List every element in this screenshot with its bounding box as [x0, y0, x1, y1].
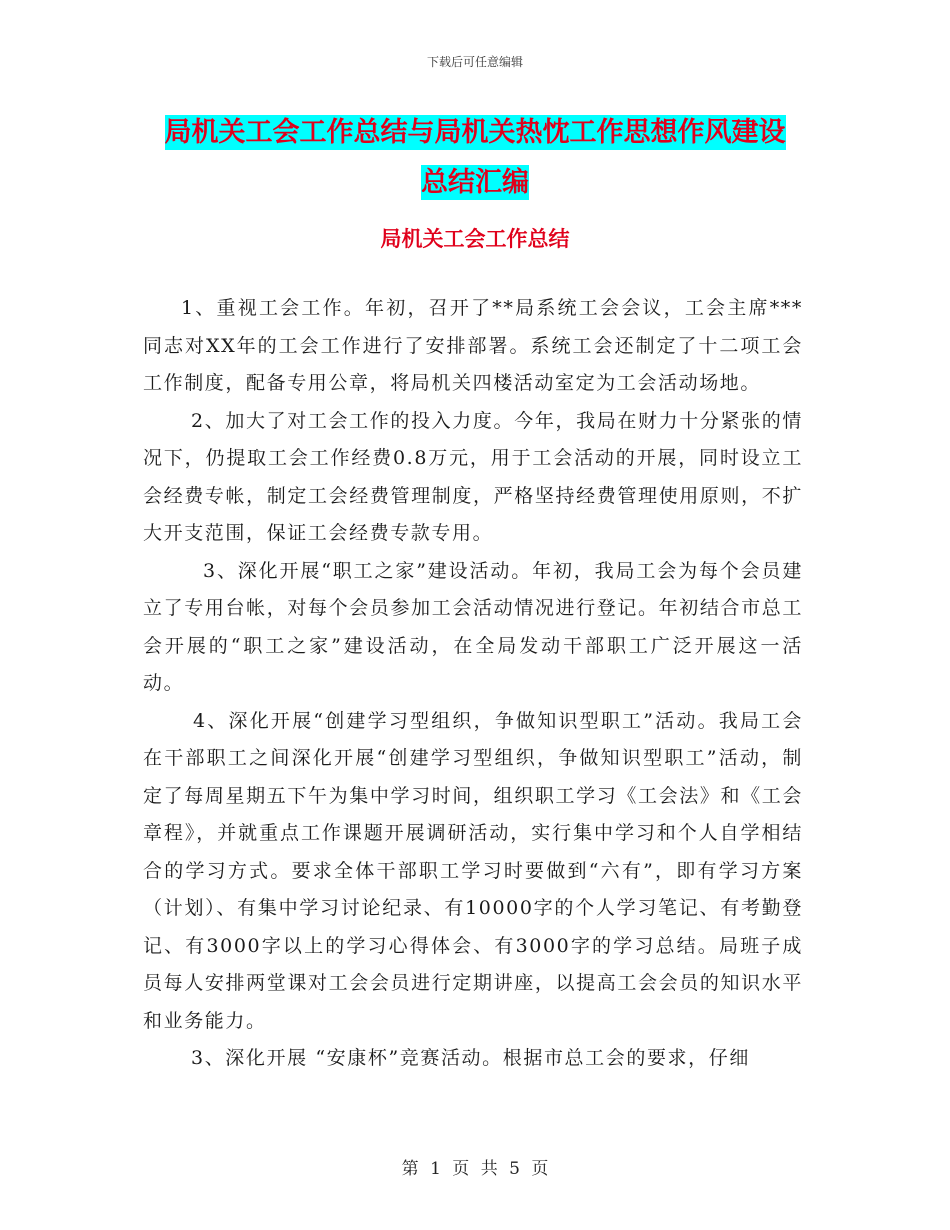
- section-title: 局机关工会工作总结: [380, 227, 570, 251]
- document-title-line-2: 总结汇编: [421, 167, 529, 198]
- paragraph-2: 2、加大了对工会工作的投入力度。今年，我局在财力十分紧张的情况下，仍提取工会工作经费0.8万元，用于工会活动的开展，同时设立工会经费专帐，制定工会经费管理制度，严格坚持经费管理使用原则，不扩大开支范围，保证工会经费专款专用。: [143, 409, 803, 544]
- document-title-line-1: 局机关工会工作总结与局机关热忱工作思想作风建设: [164, 117, 786, 148]
- paragraph-4: 4、深化开展“创建学习型组织，争做知识型职工”活动。我局工会在干部职工之间深化开展“创建学习型组织，争做知识型职工”活动，制定了每周星期五下午为集中学习时间，组织职工学习《工会法》和《工会章程》，并就重点工作课题开展调研活动，实行集中学习和个人自学相结合的学习方式。要求全体干部职工学习时要做到“六有”，即有学习方案（计划）、有集中学习讨论纪录、有10000字的个人学习笔记、有考勤登记、有3000字以上的学习心得体会、有3000字的学习总结。局班子成员每人安排两堂课对工会会员进行定期讲座，以提高工会会员的知识水平和业务能力。: [143, 709, 803, 1032]
- document-title: [140, 108, 810, 208]
- paragraph-1: 1、重视工会工作。年初，召开了**局系统工会会议，工会主席***同志对XX年的工会工作进行了安排部署。系统工会还制定了十二项工会工作制度，配备专用公章，将局机关四楼活动室定为工会活动场地。: [143, 297, 803, 394]
- page-footer: 第 1 页 共 5 页: [401, 1159, 549, 1179]
- paragraph-3: 3、深化开展“职工之家”建设活动。年初，我局工会为每个会员建立了专用台帐，对每个会员参加工会活动情况进行登记。年初结合市总工会开展的“职工之家”建设活动，在全局发动干部职工广泛开展这一活动。: [143, 559, 803, 694]
- document-body: [143, 290, 803, 1078]
- page-header-note: 下载后可任意编辑: [426, 55, 523, 69]
- paragraph-5: 3、深化开展 “安康杯”竞赛活动。根据市总工会的要求，仔细: [191, 1047, 750, 1069]
